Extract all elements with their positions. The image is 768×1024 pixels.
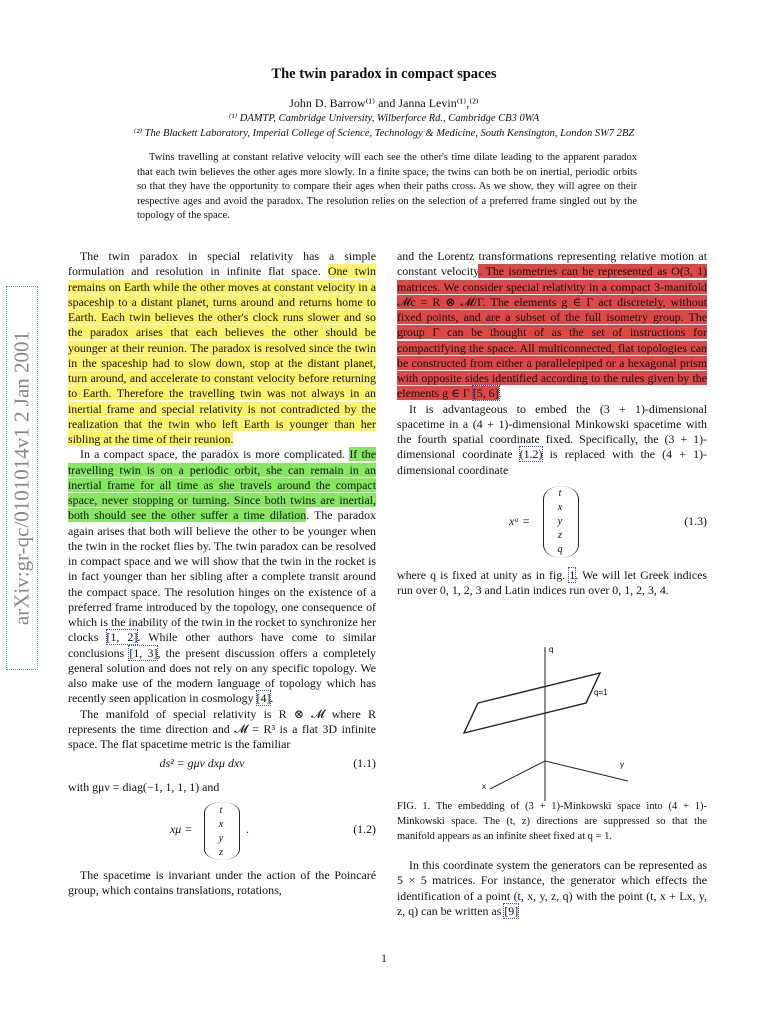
paragraph bbox=[397, 858, 707, 919]
vector-entry: x bbox=[557, 501, 563, 513]
text-run: , the present discussion offers a completely general solution and does not rely on any specific topology. We also make use of the modern language of topology which has recently seen application in cosmology bbox=[68, 645, 376, 706]
paragraph: The spacetime is invariant under the action of the Poincaré group, which contains translations, rotations, bbox=[68, 867, 376, 897]
text-run: The twin paradox in special relativity has a simple formulation and resolution in infinite flat space. bbox=[68, 249, 376, 279]
paragraph: The manifold of special relativity is R ⊗ 𝓜 where R represents the time direction and 𝓜 = R³ is a flat 3D infinite space. The flat spacetime metric is the familiar bbox=[68, 706, 376, 751]
paper-title: The twin paradox in compact spaces bbox=[271, 66, 497, 82]
label-q1: q=1 bbox=[594, 688, 608, 697]
right-column bbox=[397, 249, 707, 598]
caption-label: FIG. 1. bbox=[397, 801, 431, 812]
text-run: . We will let Greek indices run over 0, 1, 2, 3 and Latin indices run over 0, 1, 2, 3, 4. bbox=[397, 567, 708, 597]
y-axis bbox=[545, 761, 628, 781]
text-run: and the Lorentz transformations representing relative motion at constant velocity bbox=[397, 249, 707, 279]
vector-entry: z bbox=[218, 846, 224, 858]
text-run: It is advantageous to embed the (3 + 1)-dimensional spacetime in a (4 + 1)-dimensional Minkowski spacetime with the fourth spatial coordinate fixed. Specifically, the (3 + 1)-dimensional coordinate bbox=[397, 401, 707, 462]
vector-entry: t bbox=[558, 487, 562, 499]
citation-link[interactable]: [4] bbox=[256, 691, 271, 706]
equation-dot: . bbox=[246, 821, 249, 836]
vector-entries bbox=[547, 487, 573, 557]
equation-ref-link[interactable]: (1.2) bbox=[519, 447, 543, 462]
citation-link[interactable]: [5, 6] bbox=[472, 386, 499, 401]
paragraph bbox=[397, 568, 707, 599]
equation-1-3 bbox=[397, 484, 707, 562]
highlight-yellow[interactable]: One twin remains on Earth while the other moves at constant velocity in a spaceship to a distant planet, turns around and returns home to Earth. Each twin believes the other's clock runs slower and so the paradox arises that each believes the other should be younger at their reunion. The paradox is resolved since the twin in the spaceship had to slow down, stop at the distant planet, turn around, and accelerate to constant velocity before returning to Earth. Therefore the travelling twin was not always in an inertial frame and special relativity is not contradicted by the realization that the twin who left Earth is younger than her sibling at the time of their reunion. bbox=[68, 264, 376, 446]
text-run: . The paradox again arises that both will believe the other to be younger when the twin in the rocket flies by. The twin paradox can be resolved in compact space and we will show that the twin in the rocket is in fact younger than her sibling after a complete transit around the compact space. The resolution hinges on the existence of a preferred frame introduced by the topology, one consequence of which is the inability of the twin in the rocket to synchronize her clocks bbox=[68, 508, 376, 645]
citation-link[interactable]: [1, 3] bbox=[129, 645, 158, 660]
equation-number: (1.3) bbox=[684, 513, 707, 528]
text-run: . bbox=[498, 386, 502, 401]
label-y: y bbox=[620, 760, 624, 769]
highlight-green[interactable]: If the travelling twin is on a periodic orbit, she can remain in an inertial frame for all time as she travels around the compact space, never stopping or turning. Since both twins are inertial, both should see the other suffer a time dilation bbox=[68, 447, 377, 523]
vector-entry: t bbox=[219, 804, 223, 816]
figure-1 bbox=[398, 643, 708, 801]
equation-lhs: xᵃ = bbox=[509, 513, 531, 528]
equation-lhs: xμ = bbox=[170, 821, 193, 836]
equation-number: (1.2) bbox=[353, 821, 376, 836]
authors: John D. Barrow⁽¹⁾ and Janna Levin⁽¹⁾,⁽²⁾ bbox=[289, 96, 479, 110]
text-run: . The isometries can be represented as O(3, 1) matrices. We consider special relativity in a compact 3-manifold 𝓜c = R ⊗ 𝓜/Γ. The elements g ∈ Γ act discretely, without fixed points, and are a subset of the full isometry group. The group Γ can be thought of as the set of instructions for compactifying the space. All multiconnected, flat topologies can be constructed from either a parallelepiped or a hexagonal prism with opposite sides identified according to the rules given by the elements g ∈ Γ bbox=[397, 264, 707, 401]
right-column-bottom bbox=[397, 858, 707, 919]
vector-entries bbox=[208, 804, 234, 860]
figure-caption bbox=[397, 800, 707, 844]
abstract: Twins travelling at constant relative velocity will each see the other's time dilate leading to the apparent paradox that each twin believes the other ages more slowly. In a finite space, the twins can both be on inertial, periodic orbits so that they have the opportunity to compare their ages when their paths cross. As we show, they will agree on their respective ages and avoid the paradox. The resolution relies on the selection of a preferred frame singled out by the topology of the space. bbox=[137, 152, 637, 222]
vector-entry: q bbox=[557, 543, 563, 555]
arxiv-id: arXiv:gr-qc/0101014v1 2 Jan 2001 bbox=[9, 330, 34, 626]
caption-text: The embedding of (3 + 1)-Minkowski space into (4 + 1)-Minkowski space. The (t, z) directions are suppressed so that the manifold appears as an infinite sheet fixed at q = 1. bbox=[397, 801, 707, 842]
text-run: In this coordinate system the generators can be represented as 5 × 5 matrices. For instance, the generator which effects the identification of a point (t, x, y, z, q) with the point (t, x + Lx, y, z, q) can be written as bbox=[397, 858, 707, 918]
sheet-q1 bbox=[464, 673, 600, 733]
x-axis bbox=[490, 761, 545, 789]
citation-link[interactable]: [9] bbox=[504, 903, 519, 918]
highlight-red[interactable] bbox=[397, 264, 707, 400]
arxiv-stamp[interactable] bbox=[2, 286, 42, 670]
paragraph bbox=[397, 402, 707, 478]
affiliation-1: ⁽¹⁾ DAMTP, Cambridge University, Wilberforce Rd., Cambridge CB3 0WA bbox=[228, 113, 540, 124]
paragraph bbox=[68, 447, 376, 706]
citation-link[interactable]: [1, 2] bbox=[106, 630, 138, 645]
figure-ref-link[interactable]: 1 bbox=[569, 567, 576, 582]
paragraph: with gμν = diag(−1, 1, 1, 1) and bbox=[68, 780, 220, 795]
affiliation-2: ⁽²⁾ The Blackett Laboratory, Imperial College of Science, Technology & Medicine, South Kensington, London SW7 2BZ bbox=[133, 128, 635, 139]
paragraph bbox=[397, 249, 707, 402]
vector-entry: x bbox=[218, 818, 224, 830]
vector-entry: y bbox=[218, 832, 224, 844]
paragraph bbox=[68, 249, 376, 447]
text-run: is replaced with the (4 + 1)-dimensional coordinate bbox=[397, 447, 707, 477]
equation-number: (1.1) bbox=[353, 756, 376, 771]
text-run: . While other authors have come to similar conclusions bbox=[68, 630, 376, 660]
page-number: 1 bbox=[381, 953, 387, 965]
vector-entry: z bbox=[557, 529, 563, 541]
equation-1-2 bbox=[68, 800, 376, 864]
equation-body: ds² = gμν dxμ dxν bbox=[159, 756, 245, 771]
label-x: x bbox=[482, 782, 486, 791]
text-run: . bbox=[270, 691, 274, 706]
text-run: In a compact space, the paradox is more complicated. bbox=[80, 447, 350, 462]
text-run: where q is fixed at unity as in fig. bbox=[397, 567, 570, 582]
equation-1-1 bbox=[68, 756, 376, 776]
left-column bbox=[68, 249, 376, 898]
label-q: q bbox=[549, 645, 554, 654]
vector-entry: y bbox=[557, 515, 563, 527]
